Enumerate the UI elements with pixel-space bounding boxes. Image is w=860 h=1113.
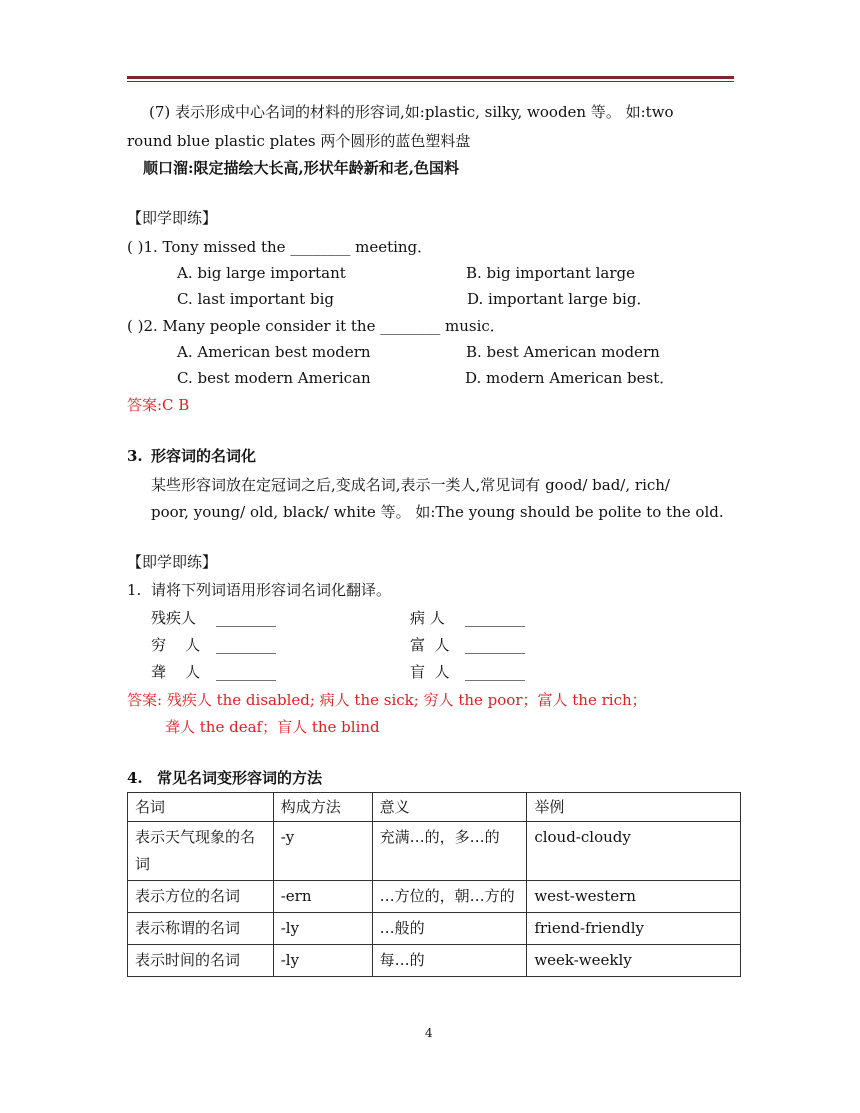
page-number: 4 <box>425 1026 433 1040</box>
question-stem: ( )1. Tony missed the ________ meeting． <box>127 238 433 256</box>
table-cell: -ern <box>273 881 372 913</box>
option-b: B. best American modern <box>466 343 660 361</box>
table-cell: friend-friendly <box>527 913 741 945</box>
table-cell: west-western <box>527 881 741 913</box>
answer-blank: ________ <box>465 609 525 627</box>
option-d: D. modern American best． <box>465 369 675 387</box>
section-title: 常见名词变形容词的方法 <box>157 769 323 787</box>
table-cell: cloud-cloudy <box>527 822 741 881</box>
table-cell: 充满…的，多…的 <box>372 822 527 881</box>
table-header-cell: 举例 <box>527 793 741 822</box>
option-a: A. big large important <box>177 264 346 282</box>
section7-line1: (7) 表示形成中心名词的材料的形容词,如:plastic, silky, wooden 等。 如:two <box>149 103 674 121</box>
table-cell: -y <box>273 822 372 881</box>
option-c: C. best modern American <box>177 369 371 387</box>
term-label: 穷 人 <box>151 636 201 654</box>
term-label: 残疾人 <box>151 609 197 627</box>
term-label: 富 人 <box>410 636 450 654</box>
question-text: 请将下列词语用形容词名词化翻译。 <box>151 581 392 599</box>
table-header-cell: 构成方法 <box>273 793 372 822</box>
answer-blank: ________ <box>465 663 525 681</box>
term-label: 聋 人 <box>151 663 201 681</box>
answer-text: 答案: 残疾人 the disabled; 病人 the sick; 穷人 the poor；富人 the rich； <box>127 691 647 709</box>
table-header-cell: 名词 <box>128 793 274 822</box>
table-cell: -ly <box>273 913 372 945</box>
section3-line2: poor, young/ old, black/ white 等。 如:The young should be polite to the old. <box>151 503 724 521</box>
table-cell: 表示称谓的名词 <box>128 913 274 945</box>
table-cell: …般的 <box>372 913 527 945</box>
table-cell: -ly <box>273 945 372 977</box>
answer-blank: ________ <box>465 636 525 654</box>
table-row <box>128 945 741 977</box>
table-cell: 每…的 <box>372 945 527 977</box>
section-title: 形容词的名词化 <box>151 447 257 465</box>
table-row <box>128 913 741 945</box>
option-c: C. last important big <box>177 290 334 308</box>
table-cell: 表示时间的名词 <box>128 945 274 977</box>
option-b: B. big important large <box>466 264 635 282</box>
practice-heading: 【即学即练】 <box>127 553 218 571</box>
table-cell: …方位的，朝…方的 <box>372 881 527 913</box>
question-number: 1. <box>127 581 142 599</box>
question-stem: ( )2. Many people consider it the ________ music． <box>127 317 505 335</box>
term-label: 病 人 <box>410 609 445 627</box>
table-cell: 表示方位的名词 <box>128 881 274 913</box>
table-cell: week-weekly <box>527 945 741 977</box>
noun-adjective-table <box>127 792 741 977</box>
option-d: D. important large big． <box>467 290 652 308</box>
section7-line2: round blue plastic plates 两个圆形的蓝色塑料盘 <box>127 132 471 150</box>
practice-heading: 【即学即练】 <box>127 209 218 227</box>
term-label: 盲 人 <box>410 663 450 681</box>
answer-text: 答案:C B <box>127 396 190 414</box>
mnemonic: 顺口溜:限定描绘大长高,形状年龄新和老,色国料 <box>143 159 459 177</box>
table-header-cell: 意义 <box>372 793 527 822</box>
section-number: 4. <box>127 769 143 787</box>
option-a: A. American best modern <box>177 343 371 361</box>
answer-blank: ________ <box>216 636 276 654</box>
header-rule-thick <box>127 76 734 79</box>
table-header-row <box>128 793 741 822</box>
table-row <box>128 822 741 881</box>
section-number: 3. <box>127 447 143 465</box>
answer-blank: ________ <box>216 663 276 681</box>
table-cell: 表示天气现象的名词 <box>128 822 274 881</box>
section3-line1: 某些形容词放在定冠词之后,变成名词,表示一类人,常见词有 good/ bad/, rich/ <box>151 476 670 494</box>
answer-text: 聋人 the deaf；盲人 the blind <box>165 718 380 736</box>
answer-blank: ________ <box>216 609 276 627</box>
header-rule-thin <box>127 81 734 82</box>
table-row <box>128 881 741 913</box>
